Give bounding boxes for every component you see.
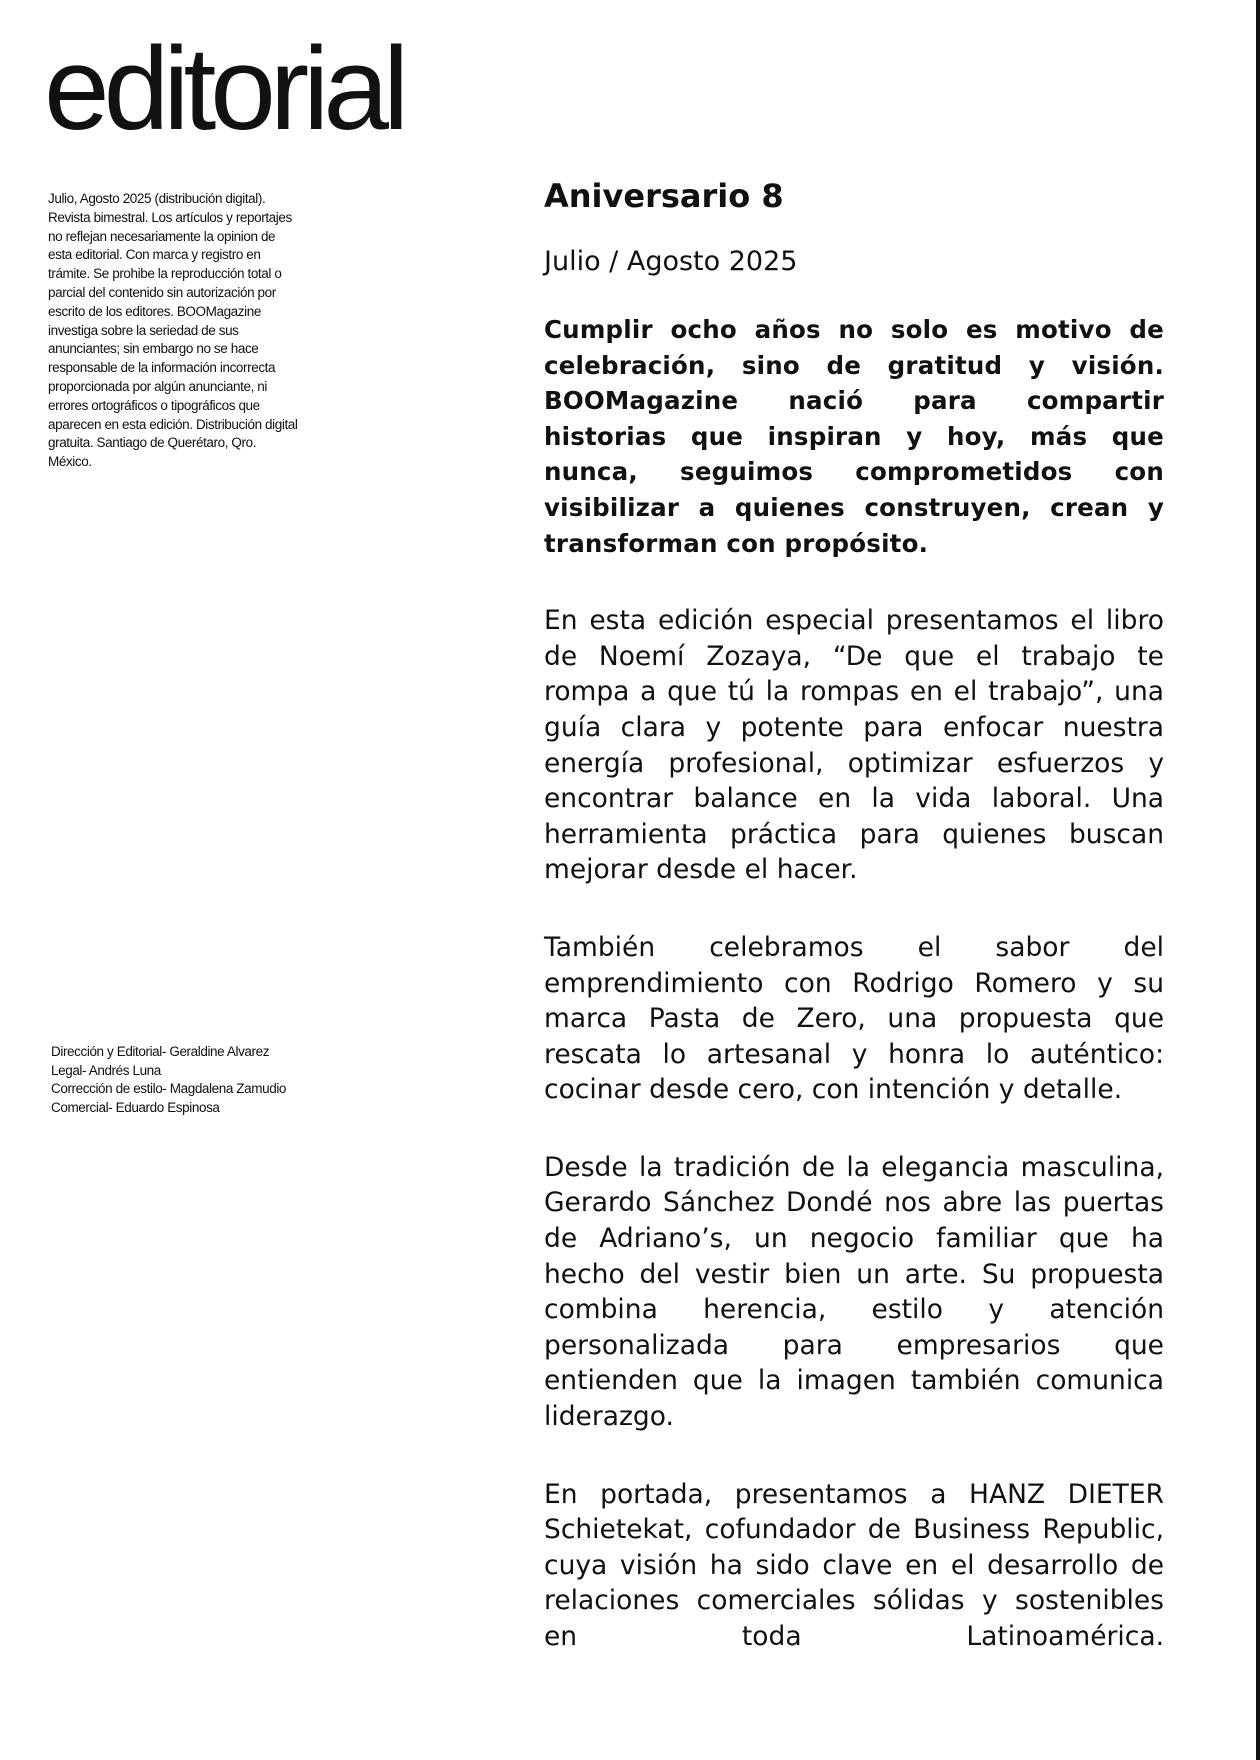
page-edge-rule	[1256, 0, 1260, 1760]
article-paragraph-book: En esta edición especial presentamos el libro de Noemí Zozaya, “De que el trabajo te rompa a que tú la rompas en el trabajo”, una guía clara y potente para enfocar nuestra energía profesional, optimizar esfuerzos y encontrar balance en la vida laboral. Una herramienta práctica para quienes buscan mejorar desde el hacer.	[544, 605, 1164, 886]
article-paragraph-cover: En portada, presentamos a HANZ DIETER Schietekat, cofundador de Business Republic, cuya visión ha sido clave en el desarrollo de relaciones comerciales sólidas y sostenibles en toda Latinoamérica.	[544, 1478, 1164, 1652]
credit-copyediting: Corrección de estilo- Magdalena Zamudio	[51, 1081, 287, 1096]
masthead: editorial	[44, 23, 404, 155]
colophon: Julio, Agosto 2025 (distribución digital). Revista bimestral. Los artículos y reportajes no reflejan necesariamente la opinion de esta editorial. Con marca y registro en trámite. Se prohibe la reproducción total o parcial del contenido sin autorización por escrito de los editores. BOOMagazine investiga sobre la seriedad de sus anunciantes; sin embargo no se hace responsable de la información incorrecta proporcionada por algún anunciante, ni errores ortográficos o tipográficos que aparecen en esta edición. Distribución digital gratuita. Santiago de Querétaro, Qro. México.	[48, 191, 298, 470]
credit-legal: Legal- Andrés Luna	[51, 1062, 161, 1078]
editorial-article	[544, 170, 1164, 1655]
article-paragraph-pasta: También celebramos el sabor del emprendimiento con Rodrigo Romero y su marca Pasta de Zero, una propuesta que rescata lo artesanal y honra lo auténtico: cocinar desde cero, con intención y detalle.	[544, 931, 1164, 1106]
credit-commercial: Comercial- Eduardo Espinosa	[51, 1099, 220, 1115]
article-paragraph-adrianos: Desde la tradición de la elegancia masculina, Gerardo Sánchez Dondé nos abre las puertas de Adriano’s, un negocio familiar que ha hecho del vestir bien un arte. Su propuesta combina herencia, estilo y atención personalizada para empresarios que entienden que la imagen también comunica liderazgo.	[544, 1151, 1164, 1433]
article-title: Aniversario 8	[544, 177, 784, 215]
article-date: Julio / Agosto 2025	[544, 246, 798, 277]
credit-direction: Dirección y Editorial- Geraldine Alvarez	[51, 1044, 270, 1059]
staff-credits	[51, 1043, 331, 1117]
article-lead: Cumplir ocho años no solo es motivo de celebración, sino de gratitud y visión. BOOMagazine nació para compartir historias que inspiran y hoy, más que nunca, seguimos comprometidos con visibilizar a quienes construyen, crean y transforman con propósito.	[544, 315, 1164, 558]
